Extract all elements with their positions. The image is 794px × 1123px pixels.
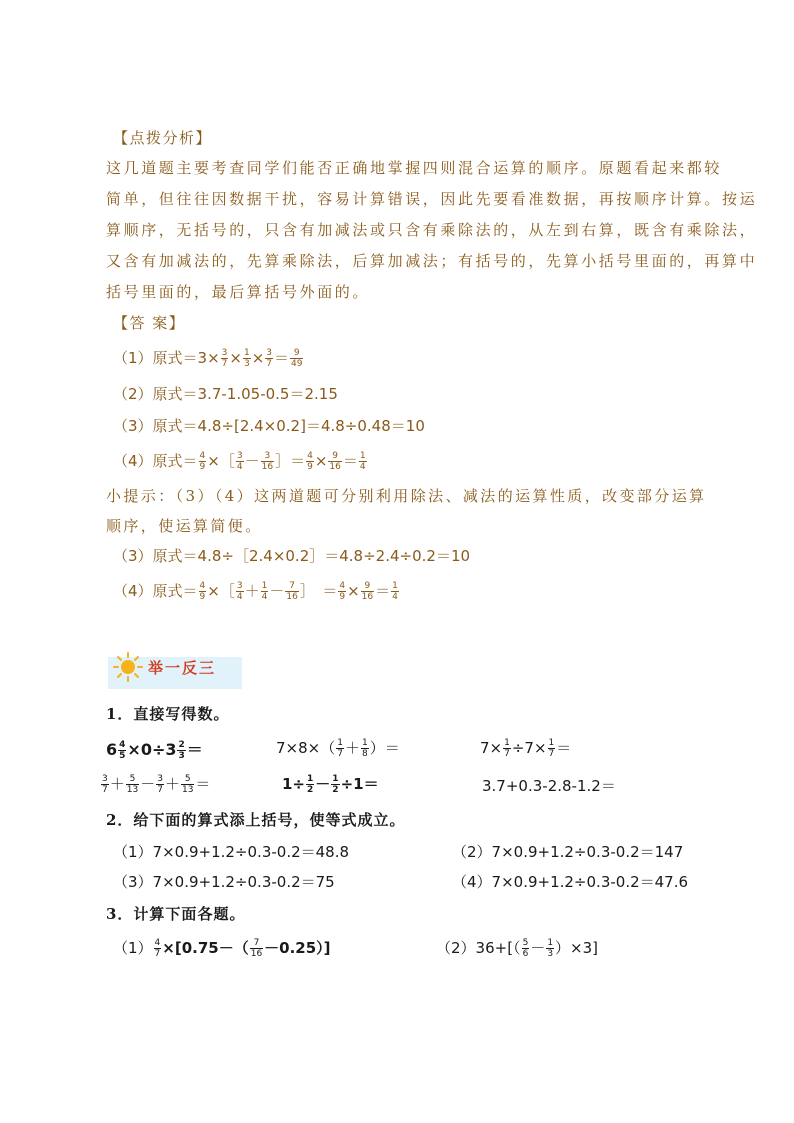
q1-expr-2: 7×8×（ $\frac{1}{7}$ ＋ $\frac{1}{8}$ ）＝ <box>276 738 400 759</box>
tip-line: 顺序，使运算简便。 <box>106 517 263 535</box>
q2-item-1: （1）7×0.9+1.2÷0.3-0.2＝48.8 <box>113 843 350 861</box>
analysis-line: 这几道题主要考查同学们能否正确地掌握四则混合运算的顺序。原题看起来都较 <box>106 159 723 177</box>
q1-expr-1: 6 $\frac{4}{5}$ ×0÷3 $\frac{2}{3}$ ＝ <box>106 740 203 761</box>
q1-expr-6: 3.7+0.3-2.8-1.2＝ <box>482 777 616 795</box>
answer-4: （4）原式＝ $\frac{4}{9}$ ×［ $\frac{3}{4}$ － $\frac{3}{16}$ ］＝ $\frac{4}{9}$ × $\frac{9}{16}$ ＝ $\frac{1}{4}$ <box>113 451 366 472</box>
q1-title: 1．直接写得数。 <box>106 705 230 723</box>
analysis-line: 又含有加减法的，先算乘除法，后算加减法；有括号的，先算小括号里面的，再算中 <box>106 252 758 270</box>
q1-expr-5: 1÷ $\frac{1}{2}$ － $\frac{1}{2}$ ÷1＝ <box>282 774 379 795</box>
tip-3: （3）原式＝4.8÷［2.4×0.2］＝4.8÷2.4÷0.2＝10 <box>113 547 471 565</box>
answer-3: （3）原式＝4.8÷[2.4×0.2]＝4.8÷0.48＝10 <box>113 417 425 435</box>
sun-icon <box>113 652 143 682</box>
q2-item-3: （3）7×0.9+1.2÷0.3-0.2＝75 <box>113 873 335 891</box>
tip-4: （4）原式＝ $\frac{4}{9}$ ×［ $\frac{3}{4}$ ＋ $\frac{1}{4}$ － $\frac{7}{16}$ ］ ＝ $\frac{4}{9}$ × $\frac{9}{16}$ ＝ $\frac{1}{4}$ <box>113 581 398 602</box>
q2-item-4: （4）7×0.9+1.2÷0.3-0.2＝47.6 <box>452 873 689 891</box>
q2-item-2: （2）7×0.9+1.2÷0.3-0.2＝147 <box>452 843 684 861</box>
answer-2: （2）原式＝3.7-1.05-0.5＝2.15 <box>113 385 338 403</box>
answer-heading: 【答 案】 <box>113 314 186 332</box>
q2-title: 2．给下面的算式添上括号，使等式成立。 <box>106 811 406 829</box>
q3-problem-1: （1） $\frac{4}{7}$ ×[0.75－（ $\frac{7}{16}$ －0.25）] <box>113 938 331 959</box>
analysis-line: 算顺序，无括号的，只含有加减法或只含有乘除法的，从左到右算，既含有乘除法， <box>106 221 758 239</box>
analysis-heading: 【点拨分析】 <box>113 129 213 147</box>
section-title: 举一反三 <box>148 659 217 677</box>
analysis-line: 括号里面的，最后算括号外面的。 <box>106 283 371 301</box>
answer-1: （1）原式＝3× $\frac{3}{7}$ × $\frac{1}{3}$ × $\frac{3}{7}$ ＝ $\frac{9}{49}$ <box>113 348 303 369</box>
q3-problem-2: （2）36+[（ $\frac{5}{6}$ － $\frac{1}{3}$ ）×3] <box>436 938 599 959</box>
q1-expr-3: 7× $\frac{1}{7}$ ÷7× $\frac{1}{7}$ ＝ <box>480 738 572 759</box>
analysis-line: 简单，但往往因数据干扰，容易计算错误，因此先要看准数据，再按顺序计算。按运 <box>106 190 758 208</box>
q1-expr-4: $\frac{3}{7}$ ＋ $\frac{5}{13}$ － $\frac{3}{7}$ ＋ $\frac{5}{13}$ ＝ <box>102 774 211 795</box>
tip-line: 小提示：（3）（4）这两道题可分别利用除法、减法的运算性质，改变部分运算 <box>106 487 707 505</box>
q3-title: 3．计算下面各题。 <box>106 905 246 923</box>
